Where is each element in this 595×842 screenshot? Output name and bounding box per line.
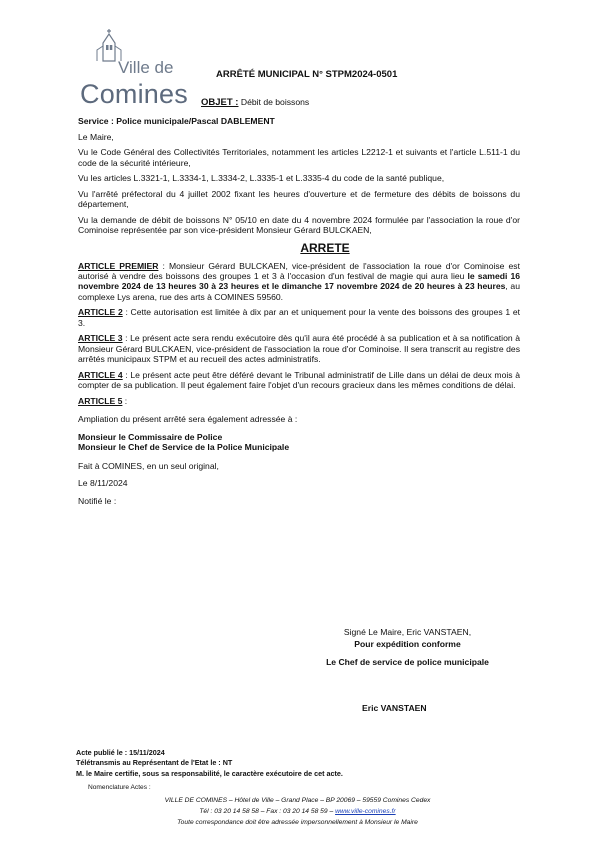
article-2-text: : Cette autorisation est limitée à dix par an et uniquement pour la vente des boissons des groupes 1 et 3.	[78, 307, 520, 328]
publication-notes	[76, 748, 343, 779]
ampliation-text: Ampliation du présent arrêté sera également adressée à :	[78, 414, 298, 425]
destinataire-commissaire: Monsieur le Commissaire de Police	[78, 431, 223, 442]
article-5	[78, 396, 520, 406]
certification: M. le Maire certifie, sous sa responsabilité, le caractère exécutoire de cet acte.	[76, 768, 343, 778]
footer-phone-fax: Tél : 03 20 14 58 58 – Fax : 03 20 14 58 59 –	[199, 808, 336, 815]
notifie-le: Notifié le :	[78, 495, 117, 506]
le-maire: Le Maire,	[78, 132, 114, 142]
article-premier-dates: le samedi 16 novembre 2024 de 13 heures 30 à 23 heures et le dimanche 17 novembre 2024 de 20 heures à 23 heures	[78, 270, 520, 292]
arrete-heading: ARRETE	[300, 240, 350, 255]
article-3	[78, 333, 520, 364]
article-5-label: ARTICLE 5	[78, 395, 123, 406]
footer-address: VILLE DE COMINES – Hôtel de Ville – Grand Place – BP 20069 – 59559 Comines Cedex	[164, 797, 431, 804]
article-5-text: :	[122, 395, 128, 406]
signature-line-3: Le Chef de service de police municipale	[326, 656, 489, 667]
logo-text-ville: Ville de	[118, 58, 174, 77]
visa-demande: Vu la demande de débit de boissons N° 05/10 en date du 4 novembre 2024 formulée par l'association la roue d'or Cominoise représentée par son vice-président Monsieur Gérard BULCKAEN,	[78, 214, 520, 236]
article-3-label: ARTICLE 3	[78, 333, 123, 344]
article-2	[78, 307, 520, 328]
objet-label: OBJET :	[201, 97, 239, 108]
signature-line-2: Pour expédition conforme	[354, 639, 461, 650]
signature-line-1: Signé Le Maire, Eric VANSTAEN,	[343, 627, 472, 637]
article-4-text: : Le présent acte peut être déféré devant le Tribunal administratif de Lille dans un délai de deux mois à compter de sa publication. Il peut également faire l'objet d'un recours gracieux dans les mêmes conditions de délai.	[78, 369, 521, 391]
objet-value: Débit de boissons	[240, 97, 310, 107]
article-4-label: ARTICLE 4	[78, 369, 123, 380]
document-title: ARRÊTÉ MUNICIPAL N° STPM2024-0501	[216, 69, 398, 80]
article-3-text: : Le présent acte sera rendu exécutoire dès qu'il aura été procédé à sa publication et à sa notification à Monsieur Gérard BULCKAEN, vice-président de l'association la roue d'or Cominoise. Il sera transcrit au registre des arrêtés municipaux STPM et au recueil des actes administratifs.	[78, 333, 520, 365]
footer-correspondence: Toute correspondance doit être adressée impersonnellement à Monsieur le Maire	[177, 819, 418, 826]
footer-contact	[0, 808, 595, 816]
teletransmis: Télétransmis au Représentant de l'Etat le : NT	[76, 758, 233, 768]
signatory-name: Eric VANSTAEN	[362, 703, 427, 713]
article-premier-text-b: , au complexe Lys arena, rue des arts à COMINES 59560.	[78, 281, 520, 302]
objet-line	[201, 97, 309, 109]
church-icon	[96, 28, 122, 62]
ville-de-comines-logo	[80, 28, 195, 108]
acte-publie: Acte publié le : 15/11/2024	[76, 748, 165, 757]
article-2-label: ARTICLE 2	[78, 307, 123, 318]
article-premier-text-a: : Monsieur Gérard BULCKAEN, vice-président de l'association la roue d'or Cominoise est autorisé à vendre des boissons des groupes 1 et 3 à l'occasion d'un festival de magie qui aura lieu	[78, 260, 520, 281]
website-link[interactable]: www.ville-comines.fr	[335, 808, 396, 815]
visa-cgct: Vu le Code Général des Collectivités Territoriales, notamment les articles L2212-1 et suivants et l'article L.511-1 du code de la sécurité intérieure,	[78, 147, 520, 168]
date-arrete: Le 8/11/2024	[78, 478, 128, 489]
signature-block	[300, 627, 515, 669]
logo-text-comines: Comines	[80, 79, 188, 109]
visa-sante-publique: Vu les articles L.3321-1, L.3334-1, L.3334-2, L.3335-1 et L.3335-4 du code de la santé publique,	[78, 173, 445, 184]
destinataire-chef-police: Monsieur le Chef de Service de la Police Municipale	[78, 442, 290, 453]
service-line: Service : Police municipale/Pascal DABLEMENT	[78, 116, 275, 126]
nomenclature-actes: Nomenclature Actes :	[88, 784, 151, 791]
article-4	[78, 370, 520, 391]
article-premier	[78, 261, 520, 303]
document-body	[78, 132, 520, 511]
article-premier-label: ARTICLE PREMIER	[78, 260, 159, 271]
fait-a: Fait à COMINES, en un seul original,	[78, 460, 219, 471]
visa-arrete-prefectoral: Vu l'arrêté préfectoral du 4 juillet 2002 fixant les heures d'ouverture et de fermeture des débits de boissons du département,	[78, 188, 520, 210]
